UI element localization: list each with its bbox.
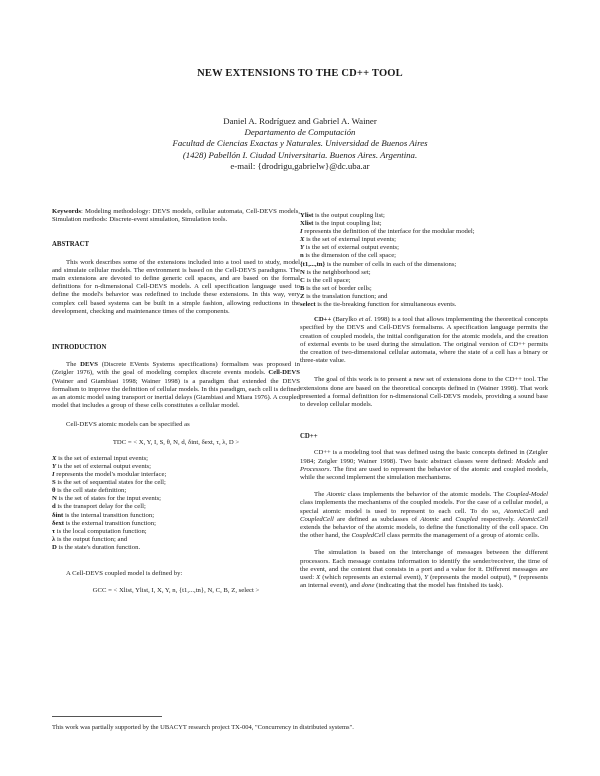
right-column	[300, 212, 548, 590]
gcc-formula: GCC = < Xlist, Ylist, I, X, Y, n, {t1,...,tn}, N, C, B, Z, select >	[92, 587, 260, 595]
definition-text: is the internal transition function;	[64, 511, 155, 519]
abstract-text: This work describes some of the extensions included into a tool used to study, model and simulate cellular models. The environment is based on the Cell-DEVS paradigms. The main extensions are devoted to define generic cell spaces, and are based on the formal definitions for n-dimensional Cell-DEVS models. A cell specification language used to define the model's behavior was redefined to include these extensions. In this way, very complex cell based systems can be built in a simple fashion, allowing reductions in the development, checking and maintenance times of the components.	[52, 258, 300, 315]
author-names: Daniel A. Rodríguez and Gabriel A. Wainer	[223, 116, 377, 126]
coupledcell-term: CoupledCell	[300, 515, 334, 523]
devs-term: DEVS	[80, 361, 98, 369]
atomiccell-term-2: AtomicCell	[518, 515, 549, 523]
definition-symbol: Y	[300, 244, 305, 252]
definition-item	[300, 261, 548, 269]
definition-symbol: {t1,...,tn}	[300, 260, 326, 268]
definition-text: represents the definition of the interface for the modular model;	[304, 228, 475, 236]
definition-text: is the external transition function;	[65, 519, 156, 527]
keywords-text: : Modeling methodology: DEVS models, cellular automata, Cell-DEVS models, Simulation methods: Discrete-event simulation, Simulation tools.	[52, 208, 300, 224]
definition-item	[300, 228, 548, 236]
cdpp-p2-e: extends the behavior of the atomic models, to define the functionality of the cell space. On the other hand, the	[300, 523, 548, 540]
definition-item	[300, 220, 548, 228]
definition-text: is the dimension of the cell space;	[305, 252, 397, 260]
definition-item	[300, 277, 548, 285]
goal-paragraph: The goal of this work is to present a new set of extensions done to the CD++ tool. The extensions done are based on the theoretical concepts defined in (Wainer 1998). That work presented a formal definition for n-dimensional Cell-DEVS models, providing a sound base to develop cellular models.	[300, 376, 548, 408]
cdpp-p1-a: CD++ is a modeling tool that was defined using the basic concepts defined in (Zeigler 1984; Zeigler 1990; Wainer 1998). Two basic abstract classes were defined:	[300, 449, 548, 465]
coupled-spec-intro: A Cell-DEVS coupled model is defined by:	[66, 569, 183, 577]
definition-item	[52, 520, 300, 528]
definition-symbol: λ	[52, 535, 56, 543]
definition-symbol: Y	[52, 462, 57, 470]
cdpp-etal: et al.	[358, 316, 373, 324]
cdpp-intro-paragraph	[300, 316, 548, 365]
definition-item	[52, 471, 300, 479]
definition-item	[52, 479, 300, 487]
definition-text: is the output function; and	[56, 535, 128, 543]
coupled-definition-list	[300, 212, 548, 309]
abstract-heading: ABSTRACT	[52, 241, 90, 249]
definition-symbol: X	[300, 236, 305, 244]
definition-symbol: X	[52, 454, 57, 462]
definition-text: is the cell space;	[306, 276, 351, 284]
definition-item	[300, 293, 548, 301]
atomiccell-term: AtomicCell	[504, 507, 535, 515]
definition-item	[300, 244, 548, 252]
definition-symbol: Xlist	[300, 220, 314, 228]
tdc-formula: TDC = < X, Y, I, S, θ, N, d, δint, δext, τ, λ, D >	[112, 438, 240, 446]
definition-text: is the translation function; and	[306, 292, 388, 300]
intro-paragraph	[52, 361, 300, 410]
address: (1428) Pabellón I. Ciudad Universitaria. Buenos Aires. Argentina.	[182, 149, 418, 160]
definition-item	[300, 285, 548, 293]
definition-symbol: τ	[52, 527, 56, 535]
cdpp-p2-f: class permits the management of a group of atomic cells.	[386, 532, 540, 540]
footnote-rule	[52, 716, 162, 717]
definition-symbol: D	[52, 543, 57, 551]
atomic-term: Atomic	[326, 491, 346, 499]
y-message: Y	[424, 574, 429, 581]
definition-text: is the state's duration function.	[58, 543, 141, 551]
email: e-mail: {drodrigu,gabrielw}@dc.uba.ar	[230, 160, 370, 171]
cdpp-p3-b: (which represents an external event),	[322, 574, 423, 581]
footnote: This work was partially supported by the UBACYT research project TX-004, "Concurrency in distributed systems".	[52, 724, 354, 731]
cdpp-paragraph-3	[300, 549, 548, 590]
definition-symbol: N	[300, 268, 305, 276]
definition-symbol: Z	[300, 292, 305, 300]
definition-symbol: S	[52, 479, 56, 487]
intro-text-b: (Wainer and Giambiasi 1998; Wainer 1998) is a paradigm that extended the DEVS formalism to improve the definition of cellular models. In this paradigm, each cell is defined as an atomic model using transport or inertial delays (Giambiasi and Miara 1976). A coupled model that includes a group of these cells constitutes a cellular model.	[52, 377, 300, 410]
department: Departamento de Computación	[244, 127, 356, 138]
atomic-spec-intro: Cell-DEVS atomic models can be specified as	[66, 421, 190, 429]
x-message: X	[316, 574, 321, 581]
definition-item	[52, 528, 300, 536]
atomic-definition-list	[52, 455, 300, 552]
cdpp-p1-and: and	[538, 457, 549, 465]
definition-symbol: N	[52, 495, 57, 503]
definition-symbol: d	[52, 503, 56, 511]
cdpp-p2-b: class implements the mechanisms of the coupled models. For the case of a cellular model, a special atomic model is used to represent to each cell. To do so,	[300, 499, 548, 515]
definition-text: is the set of states for the input events;	[58, 495, 162, 503]
coupled-model-term: Coupled-Model	[506, 491, 549, 499]
definition-item	[300, 269, 548, 277]
intro-lead: The	[66, 361, 77, 369]
definition-symbol: select	[300, 301, 316, 309]
paper-title: NEW EXTENSIONS TO THE CD++ TOOL	[197, 68, 403, 79]
definition-symbol: B	[300, 284, 305, 292]
definition-item	[300, 236, 548, 244]
definition-text: is the input coupling list;	[315, 220, 382, 228]
definition-symbol: δext	[52, 519, 65, 527]
celldevs-term: Cell-DEVS	[268, 369, 300, 377]
coupled-term: Coupled	[455, 515, 479, 523]
cdpp-p2-a: class implements the behavior of the atomic models. The	[347, 491, 504, 499]
coupledcell-term-2: CoupledCell	[351, 532, 386, 540]
introduction-heading: INTRODUCTION	[52, 344, 107, 352]
definition-text: represents the model's modular interface;	[56, 471, 167, 479]
cdpp-p2-c: are defined as subclasses of	[337, 515, 418, 523]
definition-item	[52, 487, 300, 495]
processors-term: Processors	[300, 465, 330, 473]
definition-symbol: n	[300, 252, 304, 260]
definition-symbol: I	[52, 471, 55, 479]
definition-text: is the set of external output events;	[57, 462, 151, 470]
definition-text: is the output coupling list;	[315, 212, 385, 219]
definition-item	[52, 503, 300, 511]
atomic-term-2: Atomic	[420, 515, 440, 523]
keywords-label: Keywords	[52, 208, 81, 215]
definition-symbol: δint	[52, 511, 64, 519]
models-term: Models	[515, 457, 536, 465]
cdpp-p3-c: (represents the model output), * (represents an internal event), and	[300, 574, 549, 590]
definition-item	[52, 455, 300, 463]
cdpp-paragraph-2	[300, 491, 548, 540]
definition-symbol: θ	[52, 487, 56, 495]
definition-item	[300, 212, 548, 220]
definition-text: is the local computation function;	[56, 527, 147, 535]
definition-text: is the number of cells in each of the dimensions;	[326, 260, 457, 268]
faculty: Facultad de Ciencias Exactas y Naturales. Universidad de Buenos Aires	[172, 138, 428, 149]
cdpp-p3-a: The simulation is based on the interchange of messages between the different processors. Each message contains information to identify the sender/receiver, the time of the event, and the content that consists in a port and a value for it. Different messages are used:	[300, 549, 548, 581]
intro-text-a: (Discrete EVents Systems specifications) formalism was proposed in (Zeigler 1976), with the goal of modeling complex discrete events models.	[52, 361, 301, 377]
definition-text: is the neighborhood set;	[306, 268, 371, 276]
definition-text: is the set of border cells;	[306, 284, 372, 292]
definition-item	[52, 544, 300, 552]
cdpp-cite: (Barylko	[333, 316, 357, 324]
author-block	[0, 116, 600, 172]
cdpp-p2-and: and	[538, 507, 549, 515]
definition-text: is the set of external input events;	[306, 236, 397, 244]
cdpp-heading: CD++	[300, 433, 318, 441]
definition-item	[300, 252, 548, 260]
definition-text: is the set of sequential states for the cell;	[57, 479, 166, 487]
definition-text: is the tie-breaking function for simultaneous events.	[317, 301, 457, 309]
cdpp-p3-d: (indicating that the model has finished its task).	[376, 582, 504, 590]
cdpp-intro-text: 1998) is a tool that allows implementing the theoretical concepts specified by the DEVS and Cell-DEVS formalisms. A specification language permits the creation of coupled models, the initial configuration for the atomic models, and the creation of external events to be used during the simulation. The original version of CD++ permits the creation of two-dimensional cellular automata, where the state of a cell has a binary or three-state value.	[300, 316, 549, 365]
definition-item	[52, 495, 300, 503]
definition-symbol: I	[300, 228, 303, 236]
definition-text: is the cell state definition;	[57, 487, 127, 495]
definition-text: is the set of external input events;	[58, 454, 149, 462]
definition-item	[52, 536, 300, 544]
cdpp-paragraph-1	[300, 449, 548, 482]
definition-item	[52, 512, 300, 520]
keywords	[52, 208, 300, 224]
definition-text: is the transport delay for the cell;	[57, 503, 146, 511]
definition-symbol: C	[300, 276, 305, 284]
cdpp-p2-d: respectively.	[481, 515, 515, 523]
definition-text: is the set of external output events;	[305, 244, 399, 252]
definition-item	[300, 301, 548, 309]
left-column	[52, 208, 300, 595]
cdpp-p1-b: . The first are used to represent the behavior of the atomic and coupled models, while the second implement the simulation mechanisms.	[300, 465, 548, 481]
cdpp-p2-and-2: and	[442, 515, 453, 523]
cdpp-term: CD++	[314, 316, 332, 324]
definition-item	[52, 463, 300, 471]
definition-symbol: Ylist	[300, 212, 314, 219]
done-message: done	[361, 582, 375, 590]
cdpp-p2-the: The	[314, 491, 325, 499]
